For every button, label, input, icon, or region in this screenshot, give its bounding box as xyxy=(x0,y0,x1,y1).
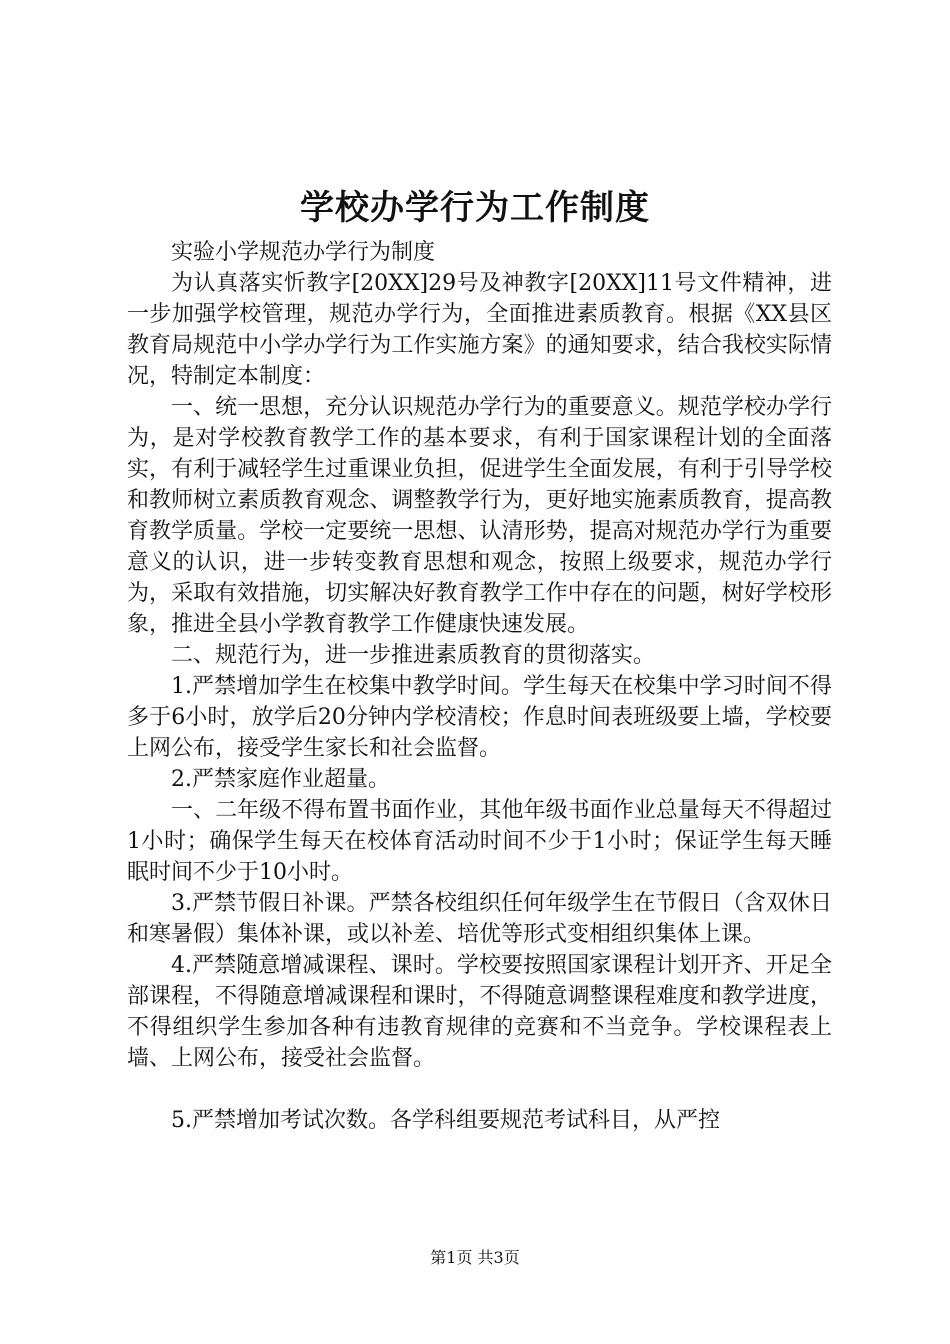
paragraph-item-3: 3.严禁节假日补课。严禁各校组织任何年级学生在节假日（含双休日和寒暑假）集体补课，或以补差、培优等形式变相组织集体上课。 xyxy=(127,891,832,947)
document-body xyxy=(127,237,832,1136)
paragraph-item-5: 5.严禁增加考试次数。各学科组要规范考试科目，从严控 xyxy=(171,1108,720,1133)
paragraph-section-2: 二、规范行为，进一步推进素质教育的贯彻落实。 xyxy=(171,643,656,668)
page-footer: 第1页 共3页 xyxy=(430,1248,520,1267)
paragraph-item-4: 4.严禁随意增减课程、课时。学校要按照国家课程计划开齐、开足全部课程，不得随意增减课程和课时，不得随意调整课程难度和教学进度，不得组织学生参加各种有违教育规律的竞赛和不当竞争。学校课程表上墙、上网公布，接受社会监督。 xyxy=(127,953,832,1071)
paragraph-section-1: 一、统一思想，充分认识规范办学行为的重要意义。规范学校办学行为，是对学校教育教学工作的基本要求，有利于国家课程计划的全面落实，有利于减轻学生过重课业负担，促进学生全面发展，有利于引导学校和教师树立素质教育观念、调整教学行为，更好地实施素质教育，提高教育教学质量。学校一定要统一思想、认清形势，提高对规范办学行为重要意义的认识，进一步转变教育思想和观念，按照上级要求，规范办学行为，采取有效措施，切实解决好教育教学工作中存在的问题，树好学校形象，推进全县小学教育教学工作健康快速发展。 xyxy=(127,395,832,637)
paragraph-subtitle: 实验小学规范办学行为制度 xyxy=(171,240,436,265)
paragraph-item-1: 1.严禁增加学生在校集中教学时间。学生每天在校集中学习时间不得多于6小时，放学后20分钟内学校清校；作息时间表班级要上墙，学校要上网公布，接受学生家长和社会监督。 xyxy=(127,674,832,761)
paragraph-item-2-detail: 一、二年级不得布置书面作业，其他年级书面作业总量每天不得超过1小时；确保学生每天在校体育活动时间不少于1小时；保证学生每天睡眠时间不少于10小时。 xyxy=(127,798,832,885)
paragraph-intro: 为认真落实忻教字[20XX]29号及神教字[20XX]11号文件精神，进一步加强学校管理，规范办学行为，全面推进素质教育。根据《XX县区教育局规范中小学办学行为工作实施方案》的通知要求，结合我校实际情况，特制定本制度： xyxy=(127,271,832,389)
document-title: 学校办学行为工作制度 xyxy=(300,188,650,228)
paragraph-item-2: 2.严禁家庭作业超量。 xyxy=(171,767,390,792)
